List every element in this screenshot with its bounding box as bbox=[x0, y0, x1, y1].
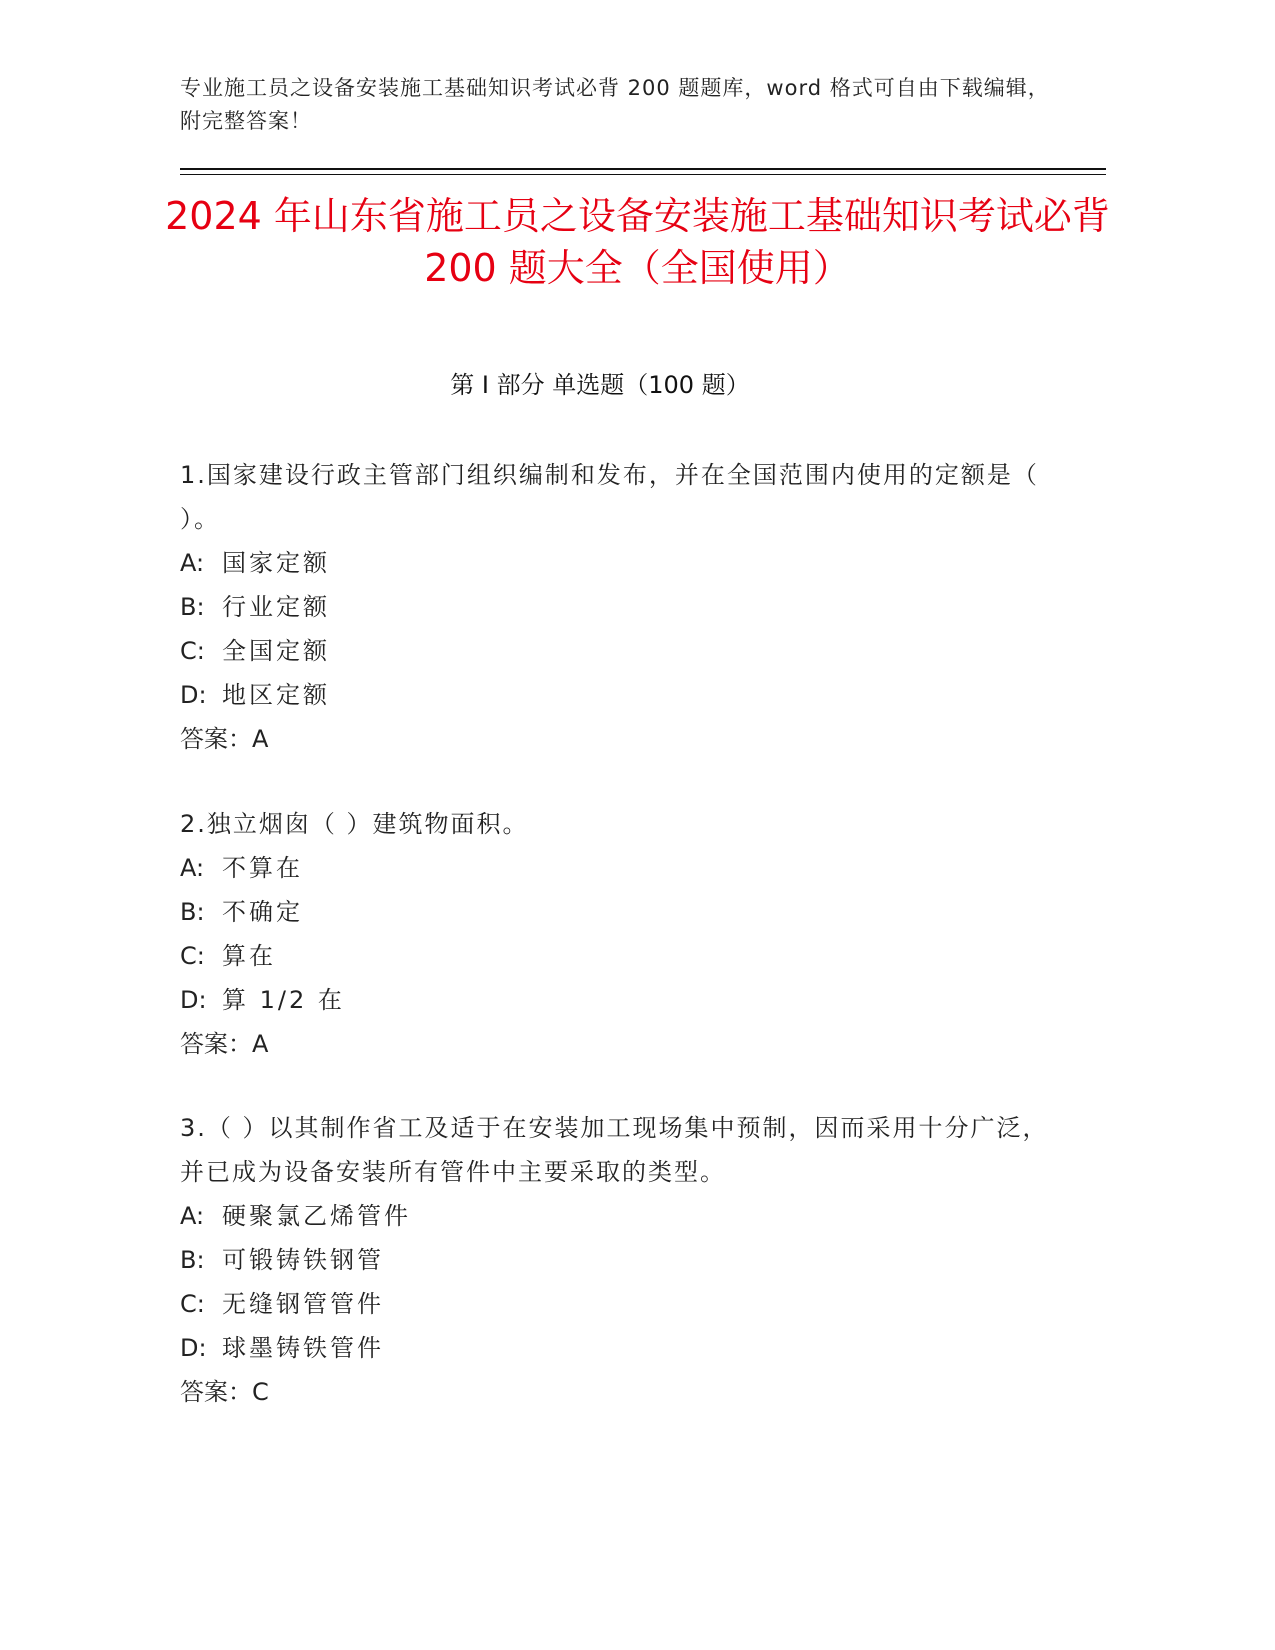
question-2 bbox=[180, 802, 1060, 1066]
option-text: 不确定 bbox=[222, 898, 303, 926]
option-d bbox=[180, 673, 1060, 717]
option-text: 全国定额 bbox=[222, 637, 330, 665]
option-letter: B: bbox=[180, 593, 205, 621]
question-stem: 2.独立烟囱（ ）建筑物面积。 bbox=[180, 810, 529, 838]
header-rule-thin bbox=[180, 174, 1106, 175]
option-letter: D: bbox=[180, 1334, 207, 1362]
question-answer: 答案：C bbox=[180, 1378, 269, 1406]
option-letter: B: bbox=[180, 1246, 205, 1274]
option-text: 国家定额 bbox=[222, 549, 330, 577]
option-c bbox=[180, 629, 1060, 673]
question-1 bbox=[180, 453, 1060, 761]
option-text: 硬聚氯乙烯管件 bbox=[222, 1202, 411, 1230]
option-text: 无缝钢管管件 bbox=[222, 1290, 384, 1318]
option-letter: D: bbox=[180, 681, 207, 709]
document-title: 2024 年山东省施工员之设备安装施工基础知识考试必背 200 题大全（全国使用） bbox=[165, 194, 1110, 290]
option-letter: B: bbox=[180, 898, 205, 926]
option-c bbox=[180, 934, 1060, 978]
option-letter: A: bbox=[180, 854, 205, 882]
option-letter: C: bbox=[180, 942, 205, 970]
option-text: 算 1/2 在 bbox=[222, 986, 345, 1014]
option-letter: A: bbox=[180, 549, 205, 577]
option-letter: D: bbox=[180, 986, 207, 1014]
option-a bbox=[180, 846, 1060, 890]
question-stem: 3.（ ）以其制作省工及适于在安装加工现场集中预制，因而采用十分广泛，并已成为设备安装所有管件中主要采取的类型。 bbox=[180, 1114, 1049, 1186]
question-answer: 答案：A bbox=[180, 725, 269, 753]
option-c bbox=[180, 1282, 1060, 1326]
option-b bbox=[180, 1238, 1060, 1282]
option-a bbox=[180, 1194, 1060, 1238]
option-text: 地区定额 bbox=[222, 681, 330, 709]
question-answer: 答案：A bbox=[180, 1030, 269, 1058]
option-text: 算在 bbox=[222, 942, 276, 970]
option-b bbox=[180, 585, 1060, 629]
option-b bbox=[180, 890, 1060, 934]
option-letter: C: bbox=[180, 1290, 205, 1318]
section-title: 第 I 部分 单选题（100 题） bbox=[450, 371, 750, 399]
option-text: 不算在 bbox=[222, 854, 303, 882]
option-letter: C: bbox=[180, 637, 205, 665]
option-letter: A: bbox=[180, 1202, 205, 1230]
option-d bbox=[180, 1326, 1060, 1370]
option-a bbox=[180, 541, 1060, 585]
question-3 bbox=[180, 1106, 1060, 1414]
option-text: 行业定额 bbox=[222, 593, 330, 621]
question-stem: 1.国家建设行政主管部门组织编制和发布，并在全国范围内使用的定额是（ ）。 bbox=[180, 461, 1039, 533]
option-d bbox=[180, 978, 1060, 1022]
option-text: 球墨铸铁管件 bbox=[222, 1334, 384, 1362]
header-rule-thick bbox=[180, 168, 1106, 170]
option-text: 可锻铸铁钢管 bbox=[222, 1246, 384, 1274]
header-note: 专业施工员之设备安装施工基础知识考试必背 200 题题库，word 格式可自由下载编辑，附完整答案！ bbox=[180, 76, 1050, 133]
